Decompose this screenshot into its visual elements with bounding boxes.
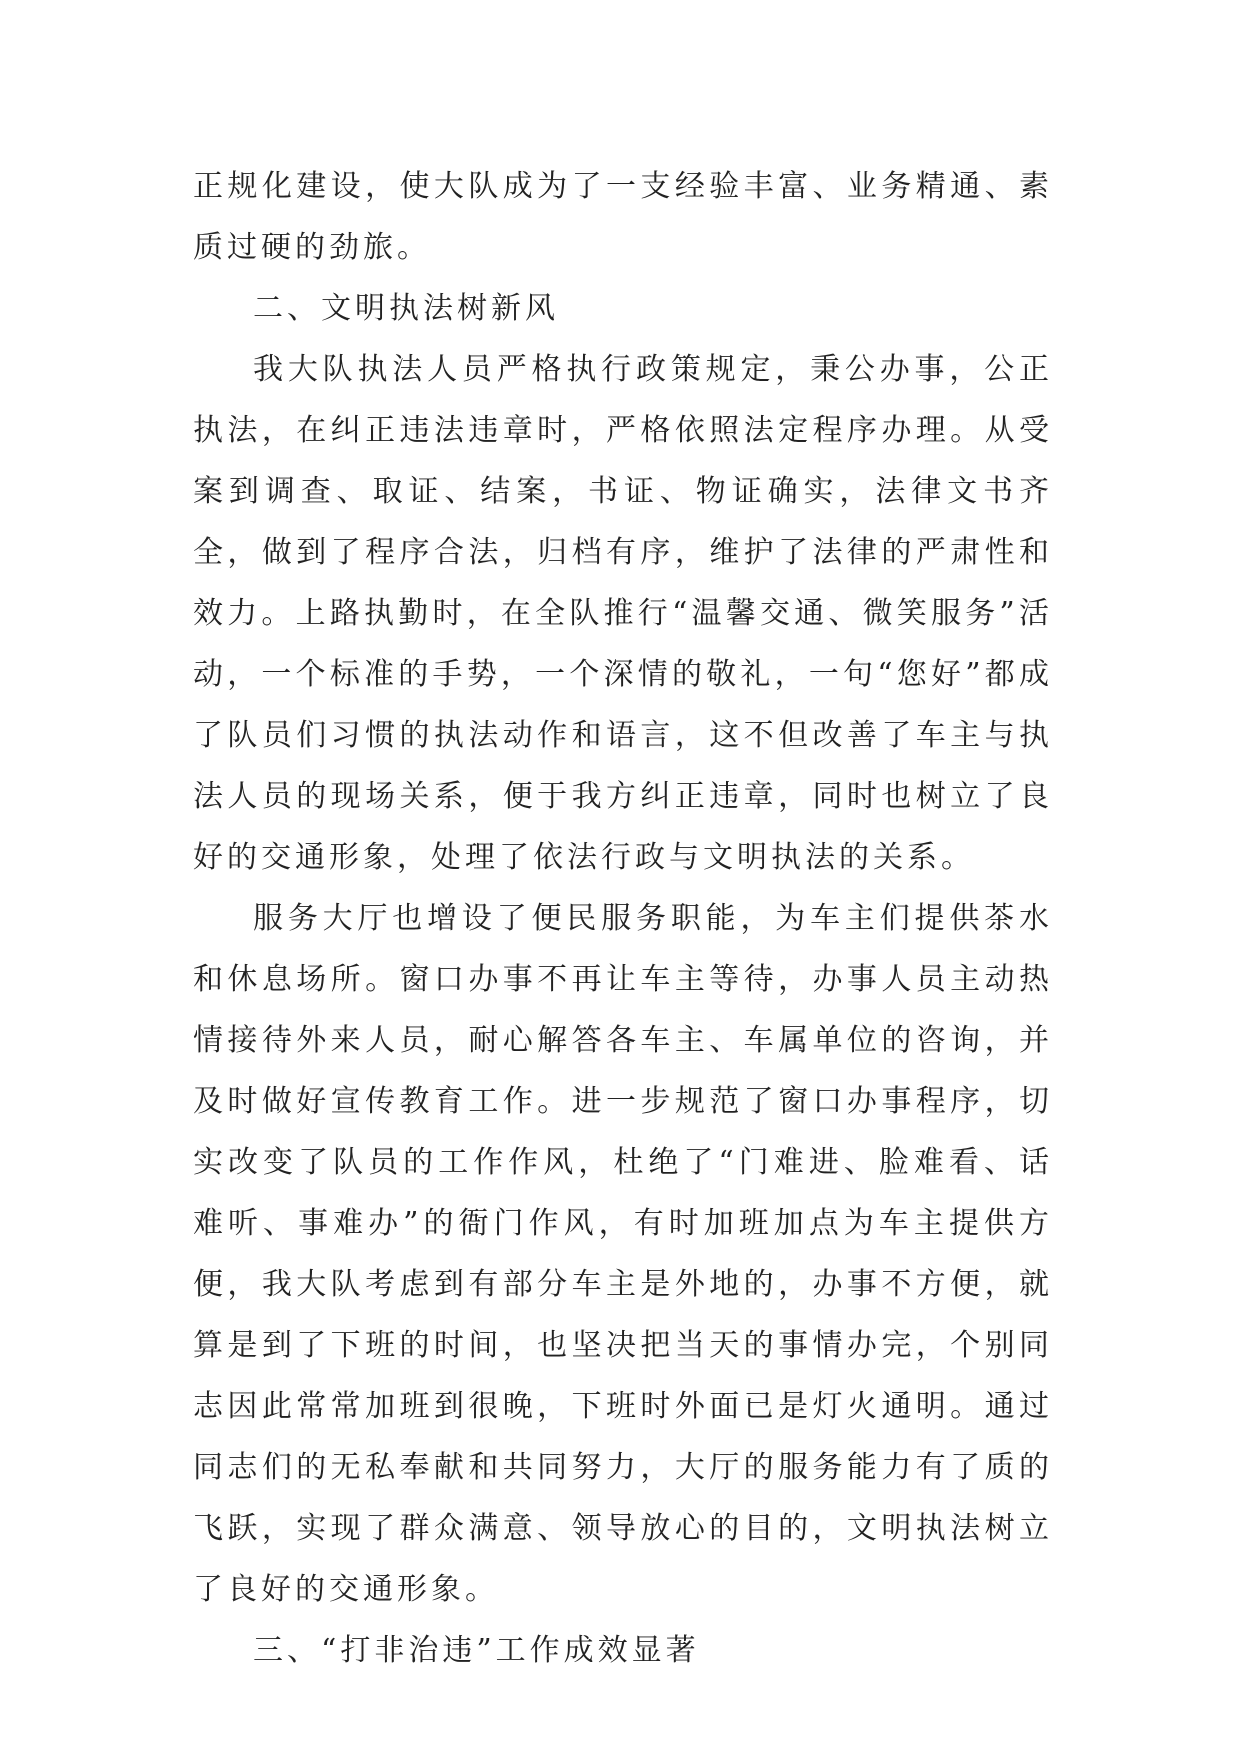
paragraph-law-enforcement: 我大队执法人员严格执行政策规定，秉公办事，公正执法，在纠正违法违章时，严格依照法定程序办理。从受案到调查、取证、结案，书证、物证确实，法律文书齐全，做到了程序合法，归档有序，维护了法律的严肃性和效力。上路执勤时，在全队推行“温馨交通、微笑服务”活动，一个标准的手势，一个深情的敬礼，一句“您好”都成了队员们习惯的执法动作和语言，这不但改善了车主与执法人员的现场关系，便于我方纠正违章，同时也树立了良好的交通形象，处理了依法行政与文明执法的关系。	[193, 352, 1053, 875]
paragraph-continuation: 正规化建设，使大队成为了一支经验丰富、业务精通、素质过硬的劲旅。	[193, 169, 1053, 265]
document-body	[193, 156, 1053, 1681]
section-heading-2: 二、文明执法树新风	[253, 291, 559, 326]
paragraph-service-hall: 服务大厅也增设了便民服务职能，为车主们提供茶水和休息场所。窗口办事不再让车主等待，办事人员主动热情接待外来人员，耐心解答各车主、车属单位的咨询，并及时做好宣传教育工作。进一步规范了窗口办事程序，切实改变了队员的工作作风，杜绝了“门难进、脸难看、话难听、事难办”的衙门作风，有时加班加点为车主提供方便，我大队考虑到有部分车主是外地的，办事不方便，就算是到了下班的时间，也坚决把当天的事情办完，个别同志因此常常加班到很晚，下班时外面已是灯火通明。通过同志们的无私奉献和共同努力，大厅的服务能力有了质的飞跃，实现了群众满意、领导放心的目的，文明执法树立了良好的交通形象。	[193, 901, 1053, 1607]
section-heading-3: 三、“打非治违”工作成效显著	[253, 1633, 700, 1668]
